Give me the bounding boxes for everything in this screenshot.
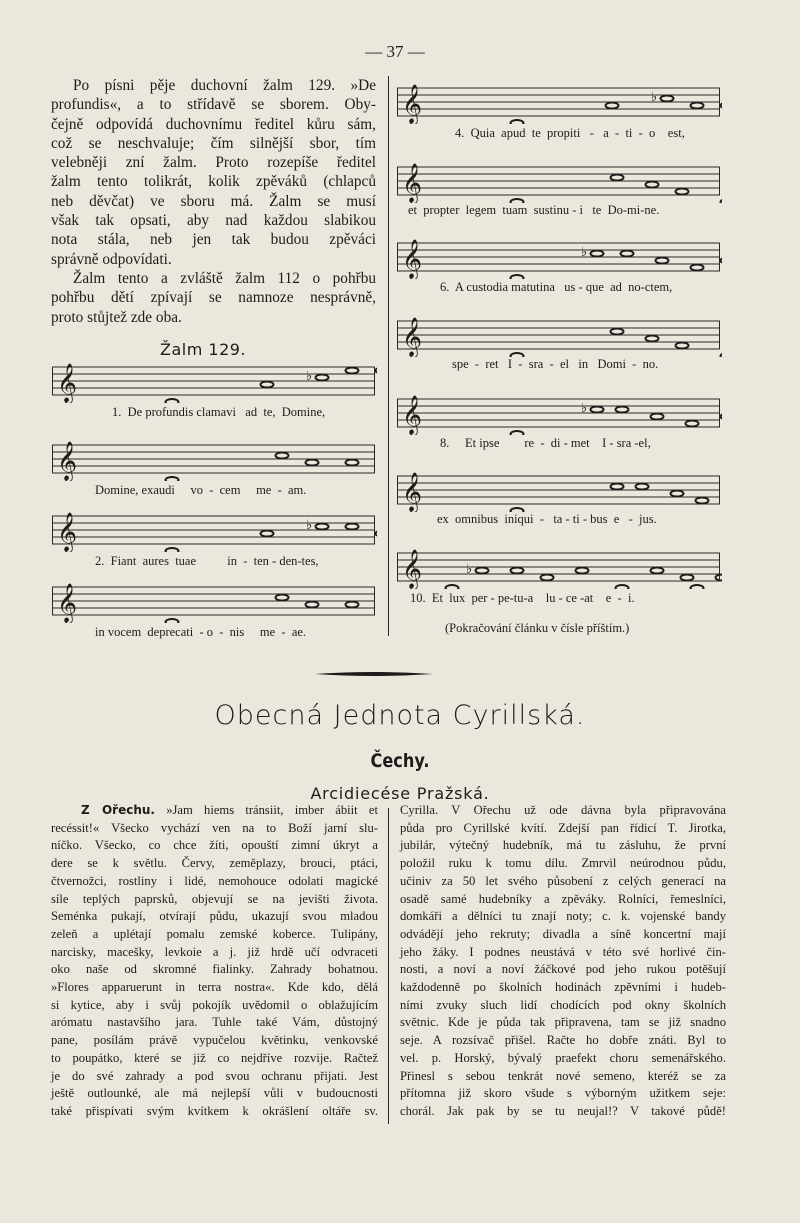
text-line: »Flores apparuerunt in terra nostra«. Kde kdo, dělá	[51, 980, 378, 995]
note-icon	[611, 175, 624, 181]
note-icon	[316, 524, 329, 530]
flat-icon: ♭	[306, 368, 313, 383]
text-line: čejně odpovídá duchovnímu ředitel kůru sám,	[51, 115, 376, 133]
music-staff	[397, 161, 722, 203]
note-icon	[671, 491, 684, 497]
text-line: pane, posílám právě vypučelou květinku, venkovské	[51, 1033, 378, 1048]
text-line: to poupátko, které se již co nejdříve rozvije. Račtež	[51, 1050, 378, 1065]
text-line: jeho žáky. I podnes neustává v této své horlivé čin-	[400, 944, 726, 959]
text-line: každodenně po školních hodinách zpěvními i hudeb-	[400, 980, 726, 995]
text-line: ními zvuky sluch lidí chodících pod okny školních	[400, 997, 726, 1012]
text-line: Seménka pukají, otvírají půdu, ukazují svou mladou	[51, 909, 378, 924]
music-staff	[397, 470, 722, 512]
treble-clef-icon: 𝄞	[57, 583, 78, 623]
text-line: světnic. Kde je půda tak připravena, tam se již snadno	[400, 1015, 726, 1030]
note-icon	[541, 575, 554, 581]
text-line: neb děvčat) ve sboru má. Žalm se musí	[51, 192, 376, 210]
text-line: osadě samé hudebníky a zpěváky. Rolníci, řemeslníci,	[400, 891, 726, 906]
note-icon	[316, 375, 329, 381]
text-line: čtvernožci, rostliny i lidé, nemohouce odolati magické	[51, 873, 378, 888]
text-line: ještě outlounké, ale má nejlepší vůli v budoucnosti	[51, 1086, 378, 1101]
note-icon	[696, 498, 709, 504]
note-icon	[651, 414, 664, 420]
note-icon	[646, 336, 659, 342]
note-icon	[621, 251, 634, 257]
text-line: chorál. Jak pak by se tu neujal!? V takové půdě!	[400, 1103, 726, 1118]
text-line: profundis«, a to střídavě se sborem. Oby-	[51, 96, 376, 114]
verse-lyric: 4. Quia apud te propiti - a - ti - o est,	[455, 126, 685, 140]
note-icon	[636, 484, 649, 490]
text-line: velebněji zní žalm. Proto rozepíše ředitel	[51, 154, 376, 172]
note-icon	[681, 575, 694, 581]
text-line: žalm tento tolikrát, kolik zpěváků (chlapců	[51, 173, 376, 191]
column-divider	[388, 76, 389, 636]
treble-clef-icon: 𝄞	[402, 84, 423, 124]
text-line: Žalm tento a zvláště žalm 112 o pohřbu	[73, 269, 376, 287]
note-icon	[376, 531, 378, 537]
note-icon	[591, 251, 604, 257]
verse-lyric: spe - ret I - sra - el in Domi - no.	[452, 357, 659, 371]
music-staff	[397, 315, 722, 357]
note-icon	[691, 103, 704, 109]
note-icon	[276, 595, 289, 601]
text-line	[51, 802, 378, 820]
intro-text	[51, 76, 376, 327]
note-icon	[691, 265, 704, 271]
text-line: recéssit!« Všecko vychází ven na to Boží jarní slu-	[51, 820, 378, 835]
text-line: učiniv za 50 let svého působení z celých generací na	[400, 873, 726, 888]
text-line: jubilár, výtečný hudebník, má tu zásluhu, že první	[400, 838, 726, 853]
text-line: oko naše od skromné fialinky. Zahrady bohatnou.	[51, 962, 378, 977]
note-icon	[346, 368, 359, 374]
note-icon	[511, 431, 524, 435]
flat-icon: ♭	[651, 89, 658, 104]
flat-icon: ♭	[466, 561, 473, 576]
note-icon	[716, 575, 723, 581]
text-line: arómatu nastavšího jara. Tuhle také Vám, důstojný	[51, 1015, 378, 1030]
note-icon	[646, 182, 659, 188]
treble-clef-icon: 𝄞	[402, 317, 423, 357]
note-icon	[686, 421, 699, 427]
note-icon	[511, 275, 524, 279]
text-line: odvádějí jeho rekruty; divadla a síně koncertní mají	[400, 926, 726, 941]
note-icon	[276, 453, 289, 459]
note-icon	[261, 382, 274, 388]
note-icon	[721, 414, 723, 420]
text-line: vel. p. Horský, bývalý praefekt choru semenářského.	[400, 1050, 726, 1065]
text-line: Přinesl s sebou tenkrát nové semeno, kteréž se za	[400, 1068, 726, 1083]
treble-clef-icon: 𝄞	[402, 163, 423, 203]
note-icon	[721, 103, 723, 109]
treble-clef-icon: 𝄞	[402, 472, 423, 512]
diocese-heading: Arcidiecése Pražská.	[310, 784, 490, 803]
text-line: půda pro Cyrillské kvítí. Zdejší pan řídicí T. Jirotka,	[400, 820, 726, 835]
verse-lyric: 1. De profundis clamavi ad te, Domine,	[112, 405, 326, 419]
note-icon	[611, 329, 624, 335]
note-icon	[616, 585, 629, 589]
note-icon	[616, 407, 629, 413]
note-icon	[166, 548, 179, 552]
text-line: dere se k světlu. Červy, zeměplazy, brouci, ptáci,	[51, 856, 378, 871]
treble-clef-icon: 𝄞	[402, 395, 423, 435]
article-title: Obecná Jednota Cyrillská.	[214, 700, 586, 731]
note-icon	[166, 619, 179, 623]
note-icon	[691, 585, 704, 589]
text-line: »Jam hiems tránsiit, imber ábiit et	[166, 803, 378, 817]
text-line: si kytice, aby i svůj pokojík uvědomil o oblažujícím	[51, 997, 378, 1012]
text-line: pohřbu dětí zpívají se namnoze nesprávně,	[51, 289, 376, 307]
music-staff	[52, 581, 377, 623]
text-line: narcisky, macešky, levkoie a j. již hrdě učí odvraceti	[51, 944, 378, 959]
flat-icon: ♭	[581, 400, 588, 415]
music-staff	[52, 361, 377, 403]
verse-lyric: in vocem deprecati - o - nis me - ae.	[95, 625, 307, 639]
text-line: nota stála, neb jen tak budou zpěváci	[51, 231, 376, 249]
text-line: zeleň a uplétají pomalu zemské koberce. Tulipány,	[51, 926, 378, 941]
treble-clef-icon: 𝄞	[57, 512, 78, 552]
note-icon	[166, 399, 179, 403]
text-line: seje. A rozsívač přišel. Račte ho dobře znáti. Byl to	[400, 1033, 726, 1048]
text-line: přítomna již skoro všude s výborným užitkem seje:	[400, 1086, 726, 1101]
music-staff	[397, 237, 722, 279]
continuation-note: (Pokračování článku v čísle příštím.)	[445, 621, 630, 635]
note-icon	[376, 368, 378, 374]
note-icon	[346, 602, 359, 608]
music-staff	[397, 393, 722, 435]
note-icon	[591, 407, 604, 413]
text-line: síle teplých paprsků, objevují se na jevišti života.	[51, 891, 378, 906]
text-line: správně odpovídati.	[51, 250, 172, 268]
treble-clef-icon: 𝄞	[57, 363, 78, 403]
note-icon	[661, 96, 674, 102]
note-icon	[651, 568, 664, 574]
music-staff	[52, 439, 377, 481]
text-line: Po písni pěje duchovní žalm 129. »De	[73, 77, 376, 94]
note-icon	[656, 258, 669, 264]
note-icon	[611, 484, 624, 490]
note-icon	[446, 585, 459, 589]
divider-ornament	[315, 670, 433, 678]
treble-clef-icon: 𝄞	[402, 239, 423, 279]
note-icon	[306, 460, 319, 466]
note-icon	[166, 477, 179, 481]
verse-lyric: 10. Et lux per - pe-tu-a lu - ce -at e - i.	[410, 591, 635, 605]
note-icon	[511, 568, 524, 574]
page-number: — 37 —	[365, 42, 425, 61]
note-icon	[346, 460, 359, 466]
article-column-right	[400, 802, 726, 1121]
text-line: však tak opsati, aby nad každou slabikou	[51, 212, 376, 230]
article-column-left	[51, 802, 378, 1121]
note-icon	[306, 602, 319, 608]
note-icon	[346, 524, 359, 530]
psalm-title: Žalm 129.	[160, 340, 247, 359]
region-heading: Čechy.	[370, 750, 430, 772]
note-icon	[721, 353, 723, 357]
note-icon	[721, 199, 723, 203]
note-icon	[676, 189, 689, 195]
text-line: nosti, a noví a noví žáčkové pod jeho rukou potěšují	[400, 962, 726, 977]
text-line: je do své zahrady a pod svou ochranu přijati. Jest	[51, 1068, 378, 1083]
text-line: níčko. Všecko, co chce žíti, opouští zimní úkryt a	[51, 838, 378, 853]
note-icon	[606, 103, 619, 109]
text-line: proto stůjtež zde oba.	[51, 308, 182, 326]
text-line: což se neschvaluje; čím silnější sbor, tím	[51, 134, 376, 152]
treble-clef-icon: 𝄞	[402, 549, 423, 589]
flat-icon: ♭	[581, 244, 588, 259]
verse-lyric: 8. Et ipse re - di - met I - sra -el,	[440, 436, 651, 450]
column-divider-bottom	[388, 808, 389, 1124]
article-lead: Z Ořechu.	[81, 803, 155, 817]
music-staff	[52, 510, 377, 552]
note-icon	[261, 531, 274, 537]
verse-lyric: 6. A custodia matutina us - que ad no-ctem,	[440, 280, 673, 294]
verse-lyric: Domine, exaudi vo - cem me - am.	[95, 483, 307, 497]
text-line: domkáři a dělníci tu znají noty; c. k. vojenské bandy	[400, 909, 726, 924]
verse-lyric: 2. Fiant aures tuae in - ten - den-tes,	[95, 554, 319, 568]
treble-clef-icon: 𝄞	[57, 441, 78, 481]
verse-lyric: et propter legem tuam sustinu - i te Do-mi-ne.	[408, 203, 660, 217]
flat-icon: ♭	[306, 517, 313, 532]
note-icon	[721, 258, 723, 264]
note-icon	[576, 568, 589, 574]
note-icon	[476, 568, 489, 574]
text-line: také přispívati svým kvítkem k okrášlení oltáře sv.	[51, 1103, 378, 1118]
verse-lyric: ex omnibus iniqui - ta - ti - bus e - jus.	[437, 512, 657, 526]
note-icon	[511, 120, 524, 124]
note-icon	[676, 343, 689, 349]
music-staff	[397, 82, 722, 124]
text-line: položil ruku k tomu dílu. Zmrvil neúrodnou půdu,	[400, 856, 726, 871]
music-staff	[397, 547, 722, 589]
text-line: Cyrilla. V Ořechu už ode dávna byla připravována	[400, 803, 726, 817]
